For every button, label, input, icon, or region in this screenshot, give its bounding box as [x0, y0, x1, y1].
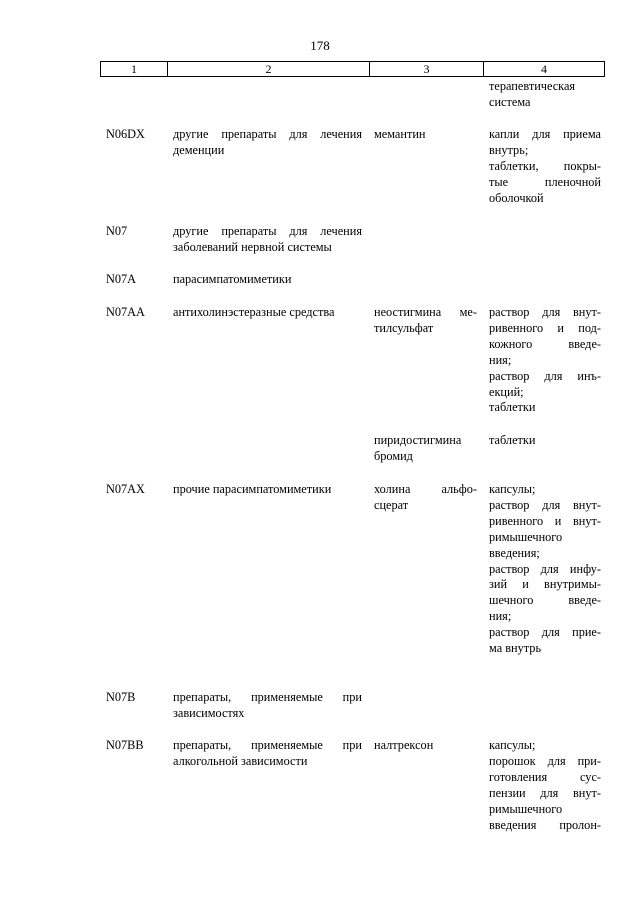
- dosage-forms: [489, 433, 601, 449]
- dosage-form-line: шечного введе-: [489, 593, 601, 608]
- drug-name: [374, 127, 477, 143]
- dosage-form-line: введения пролон-: [489, 817, 601, 832]
- dosage-form-line: кожного введе-: [489, 336, 601, 351]
- atc-code: N07AX: [106, 482, 145, 496]
- header-col-2: 2: [265, 62, 272, 76]
- group-name: [173, 224, 362, 256]
- dosage-form-line: раствор для прие-: [489, 625, 601, 640]
- dosage-forms: [489, 738, 601, 833]
- dosage-form-line: раствор для инфу-: [489, 561, 601, 576]
- drug-name: [374, 305, 477, 337]
- dosage-forms: [489, 305, 601, 416]
- group-name-line: прочие парасимпатомиметики: [173, 482, 332, 496]
- drug-name-line: холина альфо-: [374, 482, 477, 496]
- dosage-form-line: раствор для внут-: [489, 497, 601, 512]
- dosage-form-line: порошок для при-: [489, 753, 601, 768]
- dosage-form-line: таблетки, покры-: [489, 158, 601, 173]
- group-name-line: препараты, применяемые при: [173, 738, 362, 752]
- header-col-1: 1: [131, 62, 137, 76]
- header-col-4: 4: [541, 62, 547, 76]
- group-name: [173, 482, 362, 498]
- dosage-form-line: таблетки: [489, 433, 536, 447]
- drug-name-line: бромид: [374, 448, 413, 463]
- atc-code: N06DX: [106, 127, 145, 141]
- drug-name-line: сцерат: [374, 497, 409, 512]
- dosage-form-line: ривенного и внут-: [489, 513, 601, 528]
- dosage-form-line: система: [489, 94, 531, 109]
- atc-code: N07AA: [106, 305, 145, 319]
- dosage-form-line: ния;: [489, 609, 512, 624]
- dosage-forms: [489, 127, 601, 207]
- dosage-form-line: терапевтическая: [489, 79, 576, 93]
- group-name-line: антихолинэстеразные средства: [173, 305, 335, 319]
- group-name-line: заболеваний нервной системы: [173, 239, 332, 254]
- group-name-line: препараты, применяемые при: [173, 690, 362, 704]
- group-name-line: другие препараты для лечения: [173, 127, 362, 141]
- group-name-line: деменции: [173, 142, 225, 157]
- dosage-form-line: капсулы;: [489, 482, 536, 496]
- atc-code: N07: [106, 224, 128, 238]
- drug-name-line: налтрексон: [374, 738, 434, 752]
- dosage-form-line: ния;: [489, 352, 512, 367]
- drug-name: [374, 433, 477, 465]
- dosage-form-line: оболочкой: [489, 190, 544, 205]
- drug-name: [374, 482, 477, 514]
- dosage-form-line: капли для приема: [489, 127, 601, 141]
- dosage-form-line: раствор для инъ-: [489, 368, 601, 383]
- dosage-form-line: пензии для внут-: [489, 785, 601, 800]
- dosage-form-line: готовления сус-: [489, 769, 601, 784]
- group-name-line: алкогольной зависимости: [173, 753, 308, 768]
- group-name: [173, 305, 362, 321]
- dosage-form-line: капсулы;: [489, 738, 536, 752]
- group-name: [173, 738, 362, 770]
- drug-name-line: неостигмина ме-: [374, 305, 477, 319]
- dosage-form-line: зий и внутримы-: [489, 577, 601, 592]
- atc-code: N07B: [106, 690, 136, 704]
- dosage-form-line: введения;: [489, 545, 540, 560]
- header-col-3: 3: [423, 62, 430, 76]
- dosage-forms: [489, 482, 601, 657]
- dosage-form-line: ривенного и под-: [489, 320, 601, 335]
- drug-name-line: пиридостигмина: [374, 433, 462, 447]
- atc-code: N07BB: [106, 738, 144, 752]
- group-name: [173, 127, 362, 159]
- page-number: 178: [310, 38, 330, 53]
- table-header: [100, 61, 605, 77]
- dosage-form-line: внутрь;: [489, 142, 529, 157]
- dosage-form-line: ма внутрь: [489, 641, 542, 656]
- group-name-line: парасимпатомиметики: [173, 272, 292, 286]
- drug-name: [374, 738, 477, 754]
- dosage-form-line: раствор для внут-: [489, 305, 601, 319]
- atc-code: N07A: [106, 272, 137, 286]
- group-name-line: другие препараты для лечения: [173, 224, 362, 238]
- dosage-form-line: тые пленочной: [489, 174, 601, 189]
- dosage-form-line: таблетки: [489, 400, 536, 415]
- dosage-form-line: екций;: [489, 384, 524, 399]
- dosage-forms: [489, 79, 601, 111]
- group-name: [173, 272, 362, 288]
- drug-name-line: мемантин: [374, 127, 426, 141]
- drug-name-line: тилсульфат: [374, 320, 434, 335]
- group-name: [173, 690, 362, 722]
- group-name-line: зависимостях: [173, 705, 245, 720]
- dosage-form-line: римышечного: [489, 801, 563, 816]
- dosage-form-line: римышечного: [489, 529, 563, 544]
